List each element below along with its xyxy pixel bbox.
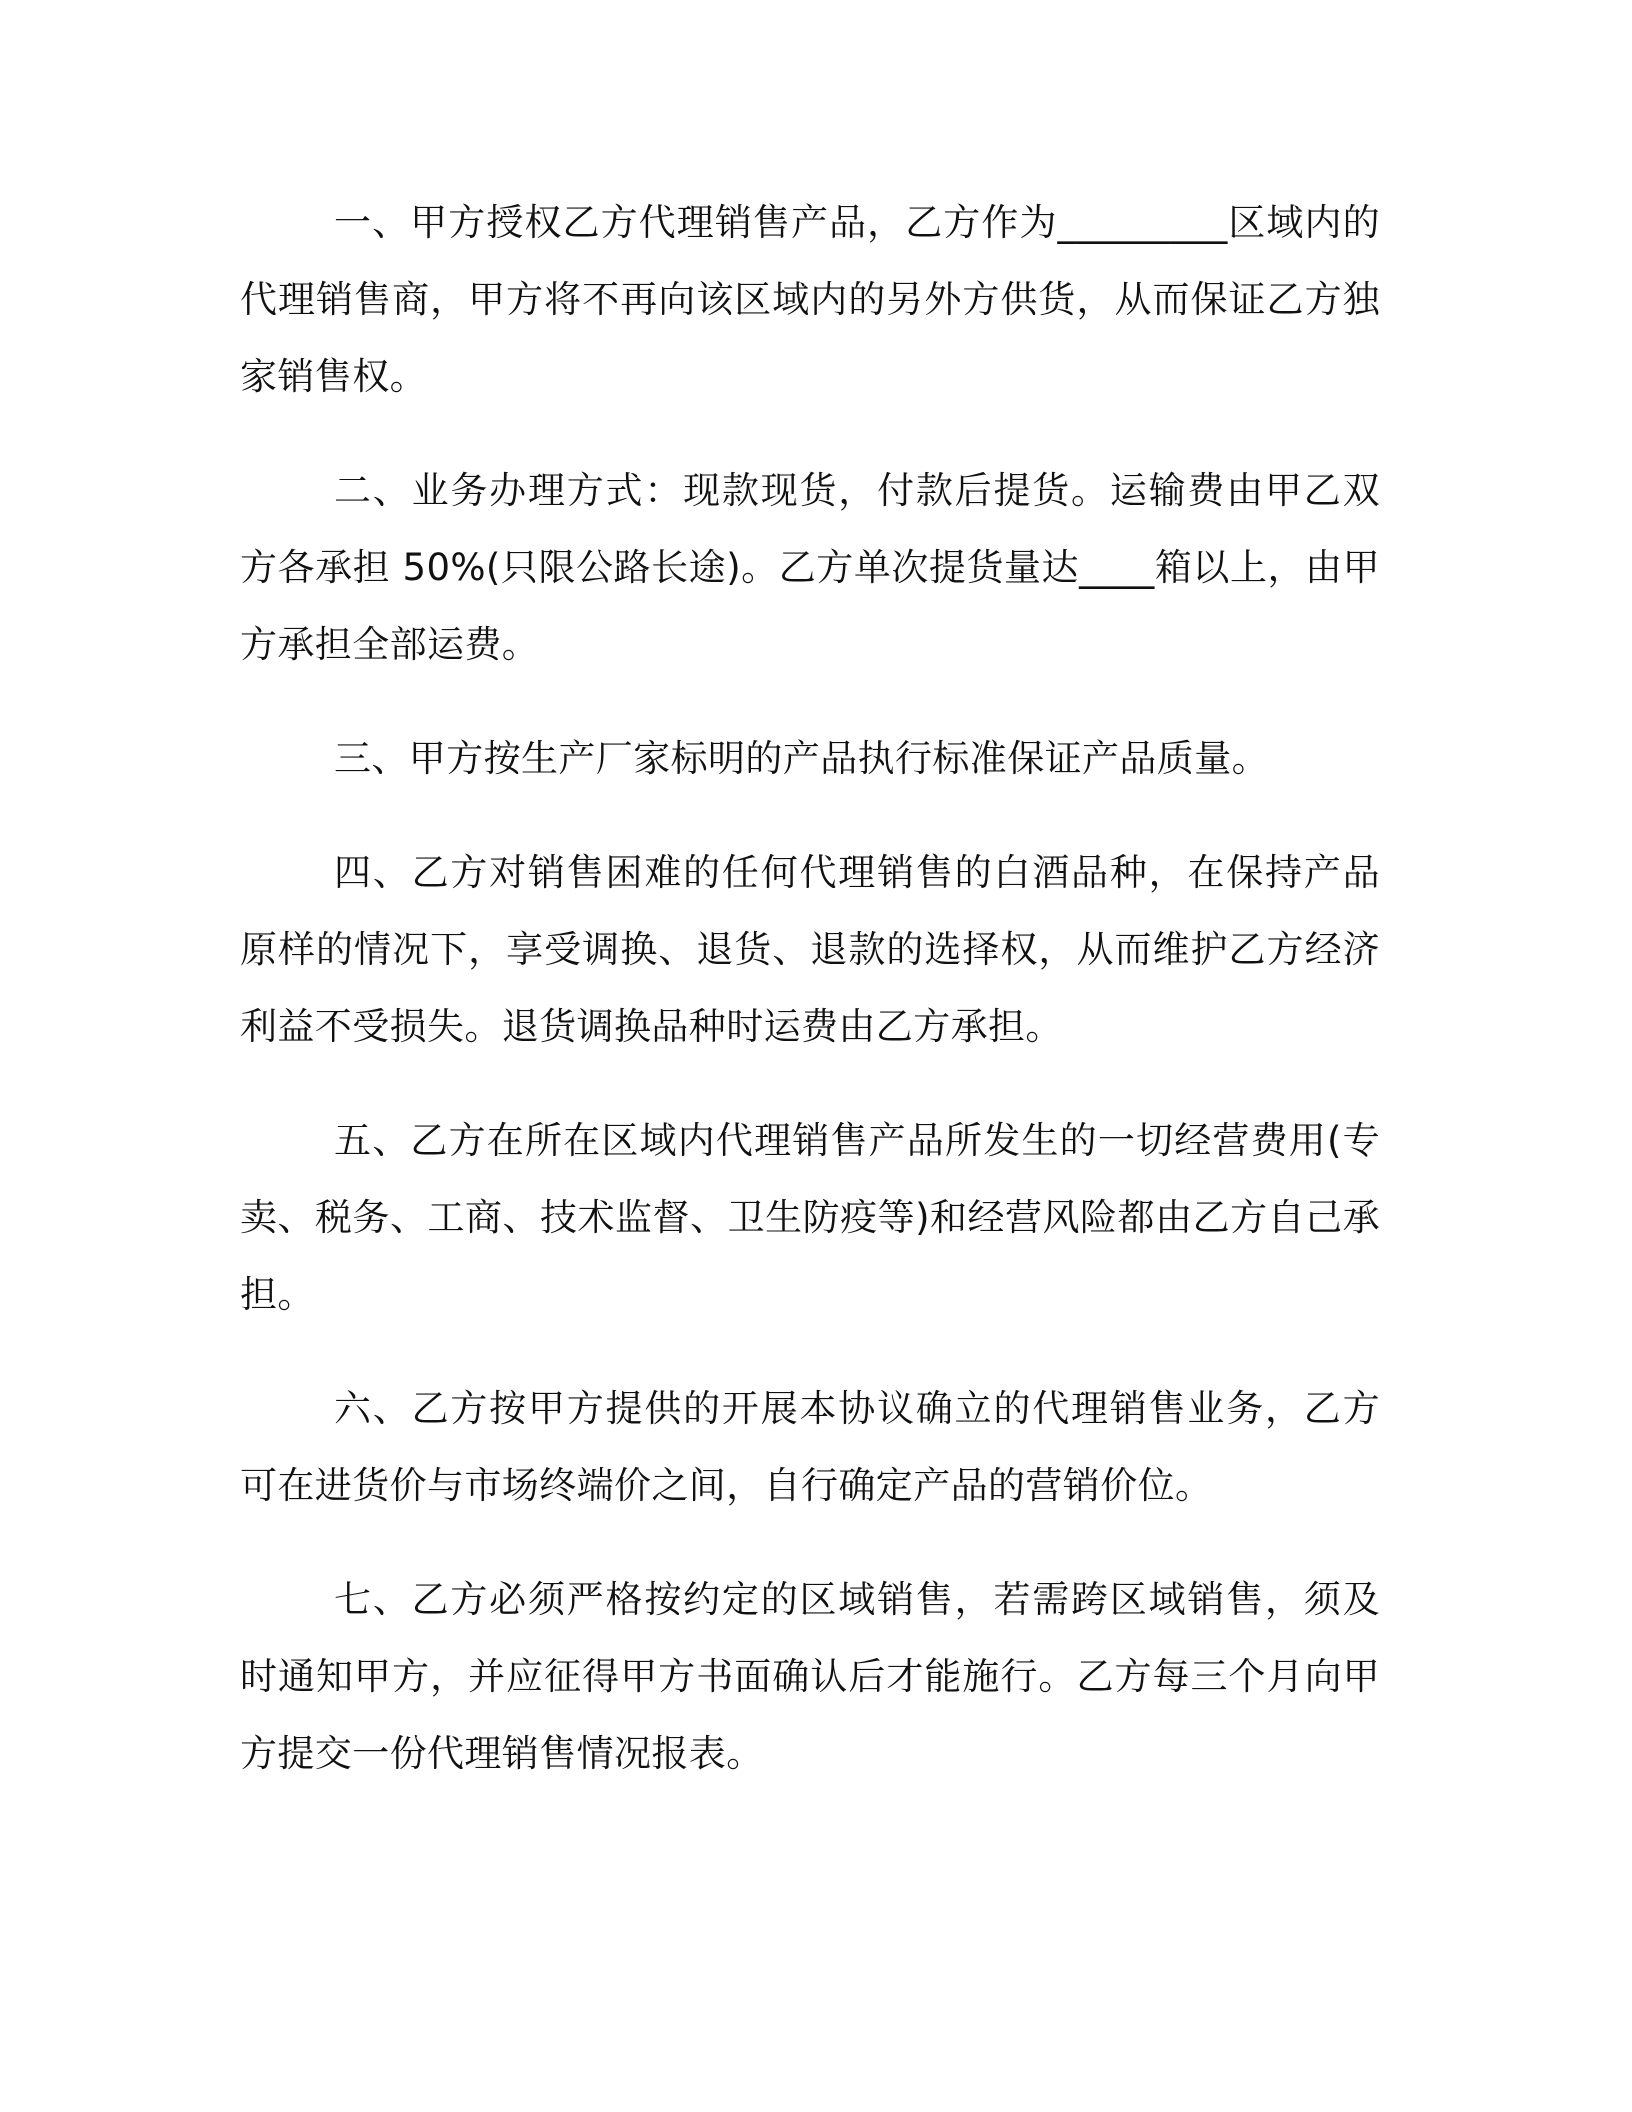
clause-6: 六、乙方按甲方提供的开展本协议确立的代理销售业务，乙方可在进货价与市场终端价之间，自行确定产品的营销价位。: [240, 1387, 1380, 1507]
clause-1: 一、甲方授权乙方代理销售产品，乙方作为_________区域内的代理销售商，甲方将不再向该区域内的另外方供货，从而保证乙方独家销售权。: [240, 201, 1380, 398]
clause-4: 四、乙方对销售困难的任何代理销售的白酒品种，在保持产品原样的情况下，享受调换、退货、退款的选择权，从而维护乙方经济利益不受损失。退货调换品种时运费由乙方承担。: [240, 851, 1380, 1048]
clause-7: 七、乙方必须严格按约定的区域销售，若需跨区域销售，须及时通知甲方，并应征得甲方书面确认后才能施行。乙方每三个月向甲方提交一份代理销售情况报表。: [240, 1578, 1380, 1775]
clause-2: 二、业务办理方式：现款现货，付款后提货。运输费由甲乙双方各承担 50%(只限公路长途)。乙方单次提货量达____箱以上，由甲方承担全部运费。: [240, 469, 1380, 666]
clause-3: 三、甲方按生产厂家标明的产品执行标准保证产品质量。: [334, 737, 1269, 780]
clause-5: 五、乙方在所在区域内代理销售产品所发生的一切经营费用(专卖、税务、工商、技术监督、卫生防疫等)和经营风险都由乙方自己承担。: [240, 1119, 1380, 1316]
document-body: [240, 184, 1380, 1829]
